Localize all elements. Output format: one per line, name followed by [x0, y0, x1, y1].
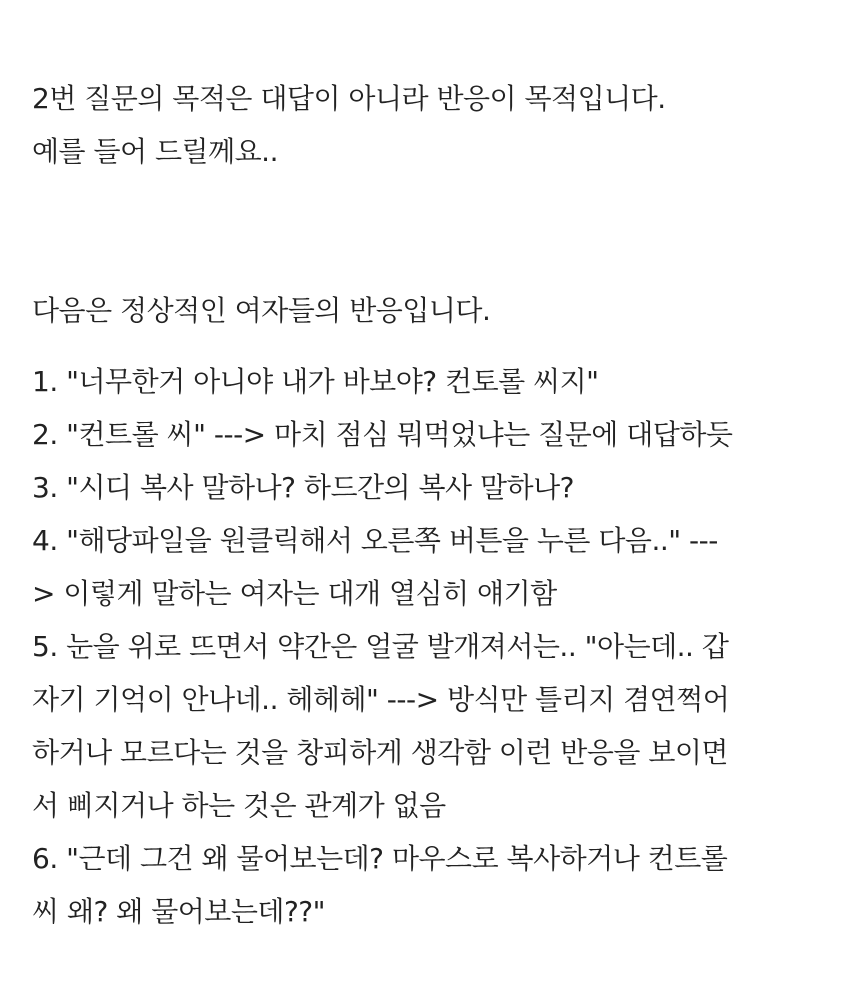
reaction-list — [32, 355, 822, 938]
document-body — [32, 72, 822, 938]
section-heading: 다음은 정상적인 여자들의 반응입니다. — [32, 294, 491, 327]
list-line: 1. "너무한거 아니야 내가 바보야? 컨토롤 씨지" — [32, 365, 599, 398]
intro-line-2: 예를 들어 드릴께요.. — [32, 135, 278, 168]
list-line: 서 삐지거나 하는 것은 관계가 없음 — [32, 789, 446, 822]
list-line: 4. "해당파일을 원클릭해서 오른쪽 버튼을 누른 다음.." --- — [32, 524, 718, 557]
list-line: 3. "시디 복사 말하나? 하드간의 복사 말하나? — [32, 471, 574, 504]
list-line: 자기 기억이 안나네.. 헤헤헤" ---> 방식만 틀리지 겸연쩍어 — [32, 683, 730, 716]
intro-line-1: 2번 질문의 목적은 대답이 아니라 반응이 목적입니다. — [32, 82, 666, 115]
list-line: 6. "근데 그건 왜 물어보는데? 마우스로 복사하거나 컨트롤 — [32, 842, 728, 875]
list-line: 5. 눈을 위로 뜨면서 약간은 얼굴 발개져서는.. "아는데.. 갑 — [32, 630, 729, 663]
list-line: > 이렇게 말하는 여자는 대개 열심히 얘기함 — [32, 577, 557, 610]
spacer — [32, 337, 822, 355]
list-line: 씨 왜? 왜 물어보는데??" — [32, 895, 326, 928]
spacer — [32, 178, 822, 284]
list-line: 하거나 모르다는 것을 창피하게 생각함 이런 반응을 보이면 — [32, 736, 728, 769]
list-line: 2. "컨트롤 씨" ---> 마치 점심 뭐먹었냐는 질문에 대답하듯 — [32, 418, 733, 451]
